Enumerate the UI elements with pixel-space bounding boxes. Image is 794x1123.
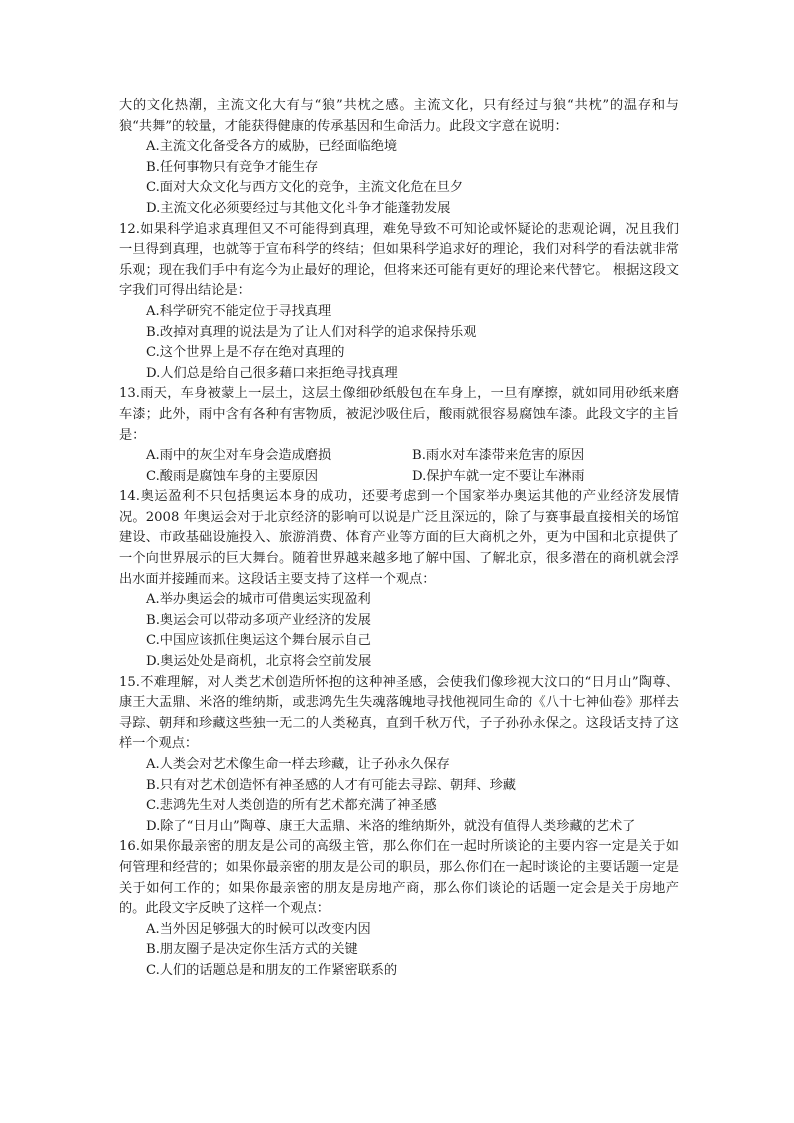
question-12	[119, 220, 679, 385]
question-13	[119, 384, 679, 487]
question-13-options-row-1	[146, 446, 679, 467]
question-12-option-a: A.科学研究不能定位于寻找真理	[146, 303, 332, 319]
question-15-stem: 15.不难理解，对人类艺术创造所怀抱的这种神圣感，会使我们像珍视大汶口的“日月山”陶尊、康王大盂鼎、米洛的维纳斯，或悲鸿先生失魂落魄地寻找他视同生命的《八十七神仙卷》那样去寻踪、朝拜和珍藏这些独一无二的人类秘真，直到千秋万代，子子孙孙永保之。这段话支持了这样一个观点：	[119, 674, 679, 752]
question-11-option-c: C.面对大众文化与西方文化的竞争，主流文化危在旦夕	[146, 180, 464, 196]
question-12-option-c: C.这个世界上是不存在绝对真理的	[146, 345, 345, 361]
question-15-option-d: D.除了“日月山”陶尊、康王大盂鼎、米洛的维纳斯外，就没有值得人类珍藏的艺术了	[146, 818, 636, 834]
question-12-option-b: B.改掉对真理的说法是为了让人们对科学的追求保持乐观	[146, 324, 477, 340]
question-14-option-b: B.奥运会可以带动多项产业经济的发展	[146, 612, 371, 628]
question-11-stem: 大的文化热潮，主流文化大有与“狼”共枕之感。主流文化，只有经过与狼“共枕”的温存和与狼“共舞”的较量，才能获得健康的传承基因和生命活力。此段文字意在说明：	[119, 98, 679, 134]
question-11-option-d: D.主流文化必须要经过与其他文化斗争才能蓬勃发展	[146, 200, 451, 216]
question-16-stem: 16.如果你最亲密的朋友是公司的高级主管，那么你们在一起时所谈论的主要内容一定是关于如何管理和经营的；如果你最亲密的朋友是公司的职员，那么你们在一起时谈论的主要话题一定是关于如何工作的；如果你最亲密的朋友是房地产商，那么你们谈论的话题一定会是关于房地产的。此段文字反映了这样一个观点：	[119, 839, 679, 917]
question-14-option-d: D.奥运处处是商机，北京将会空前发展	[146, 654, 372, 670]
question-11-option-a: A.主流文化备受各方的威胁，已经面临绝境	[146, 139, 398, 155]
document-page	[119, 96, 679, 982]
question-12-option-d: D.人们总是给自己很多藉口来拒绝寻找真理	[146, 365, 398, 381]
question-13-stem: 13.雨天，车身被蒙上一层土，这层土像细砂纸般包在车身上，一旦有摩擦，就如同用砂纸来磨车漆；此外，雨中含有各种有害物质，被泥沙吸住后，酸雨就很容易腐蚀车漆。此段文字的主旨是：	[119, 386, 679, 443]
question-16-option-c: C.人们的话题总是和朋友的工作紧密联系的	[146, 962, 398, 978]
question-11	[119, 96, 679, 220]
question-16-option-b: B.朋友圈子是决定你生活方式的关键	[146, 942, 358, 958]
question-16-option-a: A.当外因足够强大的时候可以改变内因	[146, 921, 371, 937]
question-13-option-a: A.雨中的灰尘对车身会造成磨损	[146, 448, 332, 464]
question-14-stem: 14.奥运盈利不只包括奥运本身的成功，还要考虑到一个国家举办奥运其他的产业经济发展情况。2008 年奥运会对于北京经济的影响可以说是广泛且深远的，除了与赛事最直接相关的场馆建设、市政基础设施投入、旅游消费、体育产业等方面的巨大商机之外，更为中国和北京提供了一个向世界展示的巨大舞台。随着世界越来越多地了解中国、了解北京，很多潜在的商机就会浮出水面并接踵而来。这段话主要支持了这样一个观点：	[119, 489, 679, 587]
question-14-option-a: A.举办奥运会的城市可借奥运实现盈利	[146, 592, 371, 608]
question-13-options-row-2	[146, 467, 679, 488]
question-14-option-c: C.中国应该抓住奥运这个舞台展示自己	[146, 633, 371, 649]
question-13-option-b: B.雨水对车漆带来危害的原因	[412, 448, 585, 464]
question-15	[119, 673, 679, 838]
question-14	[119, 487, 679, 672]
question-15-option-c: C.悲鸿先生对人类创造的所有艺术都充满了神圣感	[146, 798, 437, 814]
question-15-option-a: A.人类会对艺术像生命一样去珍藏，让子孙永久保存	[146, 757, 450, 772]
question-13-option-d: D.保护车就一定不要让车淋雨	[412, 468, 585, 484]
question-15-option-b: B.只有对艺术创造怀有神圣感的人才有可能去寻踪、朝拜、珍藏	[146, 777, 516, 793]
question-12-stem: 12.如果科学追求真理但又不可能得到真理，难免导致不可知论或怀疑论的悲观论调，况且我们一旦得到真理，也就等于宣布科学的终结；但如果科学追求好的理论，我们对科学的看法就非常乐观；现在我们手中有迄今为止最好的理论，但将来还可能有更好的理论来代替它。 根据这段文字我们可得出结论是：	[119, 221, 679, 299]
question-11-option-b: B.任何事物只有竞争才能生存	[146, 159, 319, 175]
question-13-option-c: C.酸雨是腐蚀车身的主要原因	[146, 468, 319, 484]
question-16	[119, 837, 679, 981]
